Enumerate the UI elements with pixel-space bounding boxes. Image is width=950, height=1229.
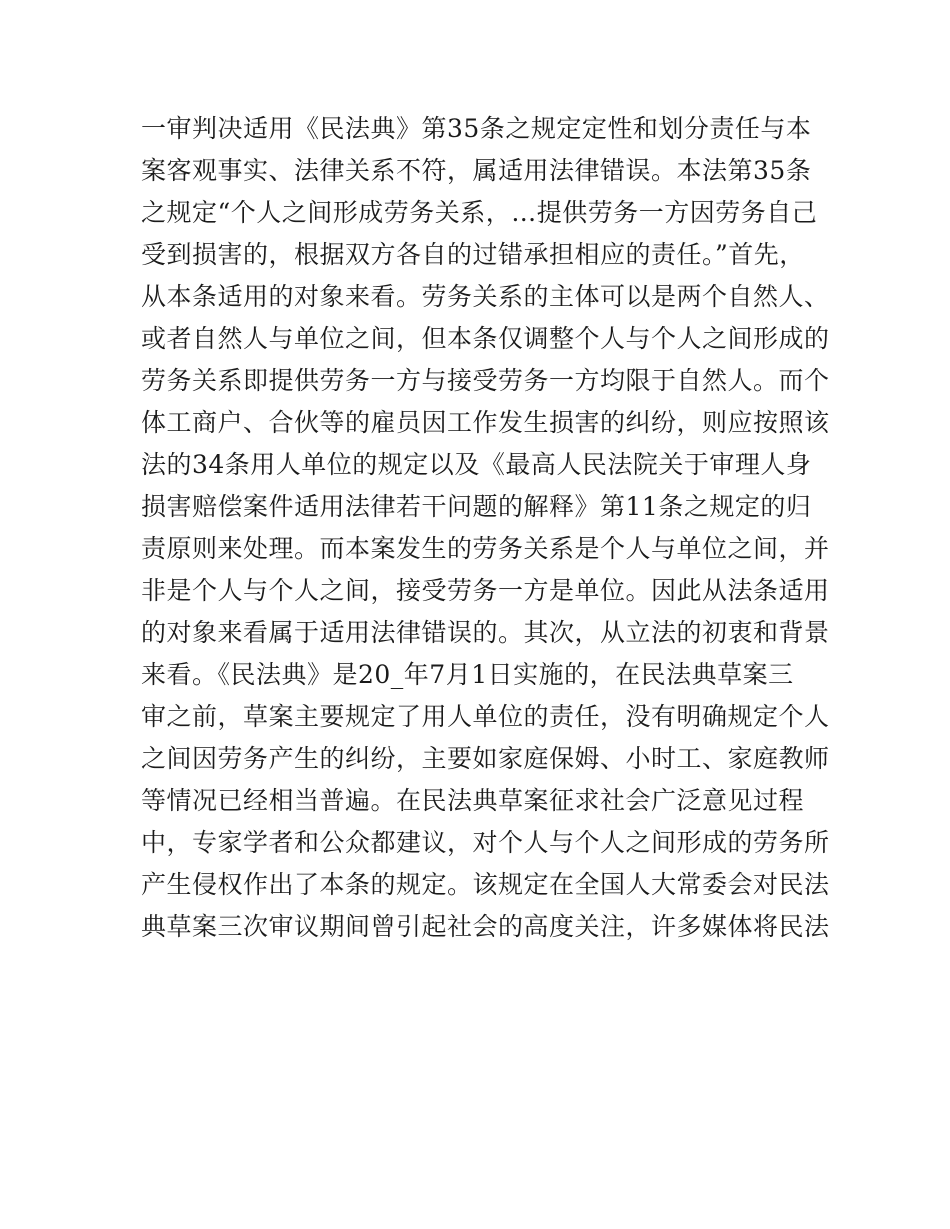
text-line: 产生侵权作出了本条的规定。该规定在全国人大常委会对民法 — [141, 870, 830, 899]
text-line: 典草案三次审议期间曾引起社会的高度关注，许多媒体将民法 — [141, 912, 830, 941]
text-line: 或者自然人与单位之间，但本条仅调整个人与个人之间形成的 — [141, 324, 830, 353]
text-line: 体工商户、合伙等的雇员因工作发生损害的纠纷，则应按照该 — [141, 408, 830, 437]
text-line: 一审判决适用《民法典》第35条之规定定性和划分责任与本 — [141, 114, 812, 143]
text-line: 审之前，草案主要规定了用人单位的责任，没有明确规定个人 — [141, 702, 830, 731]
text-line: 法的34条用人单位的规定以及《最高人民法院关于审理人身 — [141, 450, 812, 479]
body-paragraph — [141, 108, 830, 948]
text-line: 之间因劳务产生的纠纷，主要如家庭保姆、小时工、家庭教师 — [141, 744, 830, 773]
text-line: 案客观事实、法律关系不符，属适用法律错误。本法第35条 — [141, 156, 812, 185]
text-line: 中，专家学者和公众都建议，对个人与个人之间形成的劳务所 — [141, 828, 830, 857]
text-line: 非是个人与个人之间，接受劳务一方是单位。因此从法条适用 — [141, 576, 830, 605]
text-line: 损害赔偿案件适用法律若干问题的解释》第11条之规定的归 — [141, 492, 812, 521]
text-line: 从本条适用的对象来看。劳务关系的主体可以是两个自然人、 — [141, 282, 830, 311]
text-line: 之规定“个人之间形成劳务关系，…提供劳务一方因劳务自己 — [141, 198, 818, 227]
text-line: 的对象来看属于适用法律错误的。其次，从立法的初衷和背景 — [141, 618, 830, 647]
text-line: 来看。《民法典》是20_年7月1日实施的，在民法典草案三 — [141, 660, 794, 689]
text-line: 受到损害的，根据双方各自的过错承担相应的责任。”首先， — [141, 240, 805, 269]
text-line: 责原则来处理。而本案发生的劳务关系是个人与单位之间，并 — [141, 534, 830, 563]
text-line: 劳务关系即提供劳务一方与接受劳务一方均限于自然人。而个 — [141, 366, 830, 395]
text-line: 等情况已经相当普遍。在民法典草案征求社会广泛意见过程 — [141, 786, 805, 815]
